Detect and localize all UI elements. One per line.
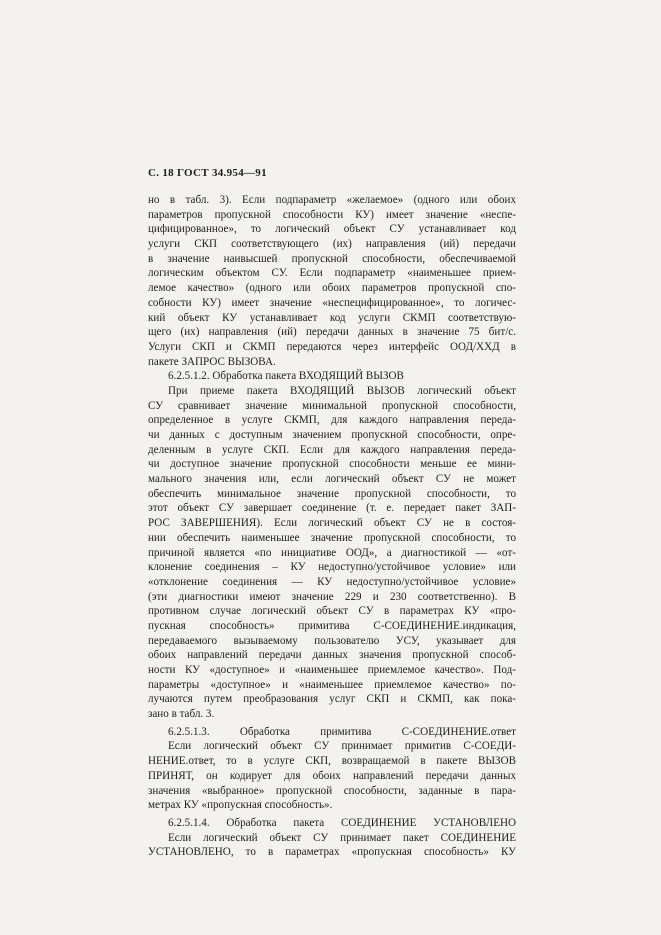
text-line: деленным в услуге СКП. Если для каждого направления переда- [148,443,516,456]
text-line: мального значения или, если логический объект СУ не может [148,473,516,486]
text-line: логическим объектом СУ. Если подпараметр «наименьшее прием- [148,267,516,280]
text-line: ности КУ «доступное» и «наименьшее приемлемое качество». Под- [148,664,516,676]
text-line: Если логический объект СУ принимает пакет СОЕДИНЕНИЕ [168,831,516,844]
text-line: «отклонение соединения — КУ недоступно/устойчивое условие» [148,575,516,588]
text-line: кий объект КУ устанавливает код услуги СКМП соответствую- [148,311,516,324]
text-line: в значение наивысшей пропускной способности, обеспечиваемой [148,252,516,265]
text-line: клонение соединения – КУ недоступно/устойчивое условие» или [148,561,516,574]
text-line: Услуги СКП и СКМП передаются через интерфейс ООД/ХХД в [148,340,516,353]
text-line: пакете ЗАПРОС ВЫЗОВА. [148,355,276,368]
page-header: С. 18 ГОСТ 34.954—91 [148,167,267,179]
text-line: лучаются путем преобразования услуг СКП и СКМП, как пока- [148,693,516,706]
text-line: но в табл. 3). Если подпараметр «желаемое» (одного или обоих [148,194,516,206]
text-line: значения «выбранное» пропускной способности, заданные в пара- [148,784,516,797]
text-line: НЕНИЕ.ответ, то в услуге СКП, возвращаемой в пакете ВЫЗОВ [148,755,516,768]
text-line: РОС ЗАВЕРШЕНИЯ). Если логический объект СУ не в состоя- [148,517,516,530]
text-line: СУ сравнивает значение минимальной пропускной способности, [148,399,516,412]
text-line: цифицированное», то логический объект СУ устанавливает код [148,223,516,236]
text-line: нии обеспечить наименьшее значение пропускной способности, то [148,531,516,544]
text-line: обоих направлений передачи данных значения пропускной способ- [148,649,516,662]
text-line: 6.2.5.1.2. Обработка пакета ВХОДЯЩИЙ ВЫЗОВ [168,370,404,383]
text-line: параметров пропускной способности КУ) имеет значение «неспе- [148,208,516,221]
text-line: зано в табл. 3. [148,708,215,721]
text-line: чи данных с доступным значением пропускной способности, опре- [148,429,516,441]
text-line: параметры «доступное» и «наименьшее приемлемое качество» по- [148,678,516,691]
text-line: При приеме пакета ВХОДЯЩИЙ ВЫЗОВ логический объект [168,384,516,397]
text-line: услуги СКП соответствующего (их) направления (ий) передачи [148,238,516,251]
text-line: ПРИНЯТ, он кодирует для обоих направлений передачи данных [148,769,516,782]
text-line: передаваемого вызываемому пользователю УСУ, указывает для [148,634,516,647]
text-line: Если логический объект СУ принимает примитив С-СОЕДИ- [168,740,516,753]
text-line: щего (их) направления (ий) передачи данных в значение 75 бит/с. [148,326,516,339]
text-line: противном случае логический объект СУ в параметрах КУ «про- [148,605,516,618]
text-line: чи доступное значение пропускной способности меньше ее мини- [148,458,516,471]
text-line: 6.2.5.1.3. Обработка примитива С-СОЕДИНЕНИЕ.ответ [168,725,516,738]
document-body [148,193,516,860]
text-line: лемое качество» (одного или обоих параметров пропускной спо- [148,282,516,295]
text-line: определенное в услуге СКМП, для каждого направления переда- [148,414,516,427]
text-line: обеспечить минимальное значение пропускной способности, то [148,487,516,500]
text-line: УСТАНОВЛЕНО, то в параметрах «пропускная способность» КУ [148,846,516,859]
text-line: пускная способность» примитива С-СОЕДИНЕНИЕ.индикация, [148,619,516,632]
text-line: метрах КУ «пропускная способность». [148,799,333,812]
text-line: собности КУ) имеет значение «неспецифицированное», то логичес- [148,296,516,309]
text-line: (эти диагностики имеют значение 229 и 230 соответственно). В [148,590,516,603]
text-line: 6.2.5.1.4. Обработка пакета СОЕДИНЕНИЕ УСТАНОВЛЕНО [168,816,516,829]
text-line: причиной является «по инициативе ООД», а диагностикой — «от- [148,546,516,559]
text-line: этот объект СУ завершает соединение (т. е. передает пакет ЗАП- [148,502,516,515]
